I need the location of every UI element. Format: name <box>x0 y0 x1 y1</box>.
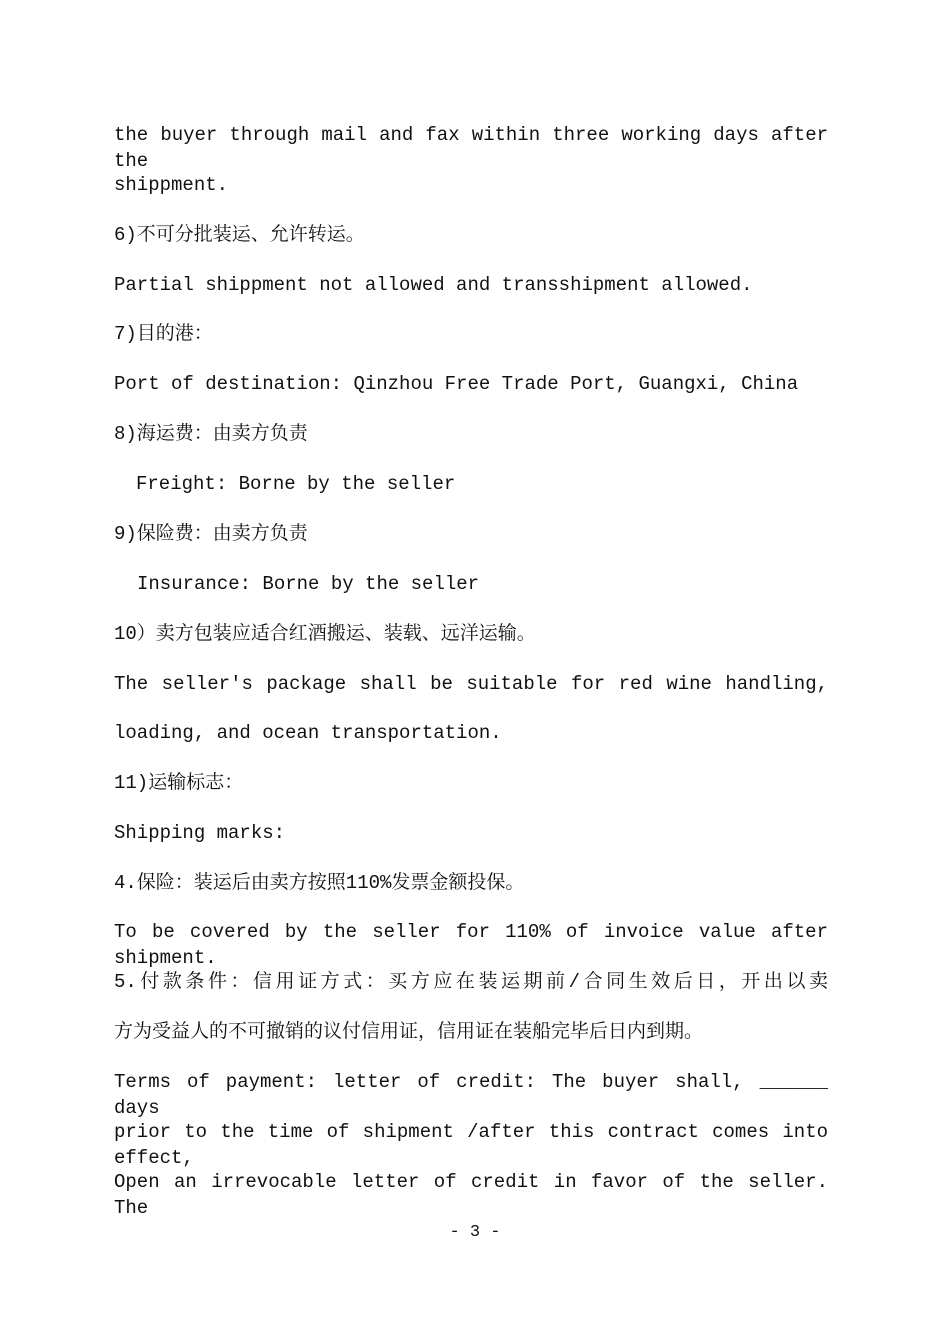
clause-7-heading: 7)目的港： <box>114 323 213 345</box>
text-line: loading, and ocean transportation. <box>114 722 502 744</box>
text-line: Open an irrevocable letter of credit in favor of the seller. The <box>114 1171 828 1219</box>
text-line: 方为受益人的不可撤销的议付信用证，信用证在装船完毕后日内到期。 <box>114 1021 704 1043</box>
text-line: Shipping marks: <box>114 822 286 844</box>
text-line: Partial shippment not allowed and transshipment allowed. <box>114 274 753 296</box>
clause-9-heading: 9)保险费：由卖方负责 <box>114 523 308 545</box>
text-line: prior to the time of shipment /after this contract comes into effect, <box>114 1121 828 1169</box>
clause-10-heading: 10）卖方包装应适合红酒搬运、装载、远洋运输。 <box>114 623 536 645</box>
text-line: the buyer through mail and fax within three working days after the <box>114 124 828 172</box>
text-line: To be covered by the seller for 110% of invoice value after shipment. <box>114 921 828 969</box>
clause-8-heading: 8)海运费：由卖方负责 <box>114 423 308 445</box>
text-line: The seller's package shall be suitable for red wine handling, <box>114 673 828 695</box>
text-line: Terms of payment: letter of credit: The buyer shall, ______ days <box>114 1071 828 1119</box>
section-4-heading: 4.保险：装运后由卖方按照110%发票金额投保。 <box>114 872 525 894</box>
section-5-heading: 5.付款条件：信用证方式：买方应在装运期前/合同生效后日，开出以卖 <box>114 971 828 993</box>
text-line: shippment. <box>114 174 229 196</box>
text-line: Port of destination: Qinzhou Free Trade Port, Guangxi, China <box>114 373 799 395</box>
clause-11-heading: 11)运输标志： <box>114 772 244 794</box>
text-line: Insurance: Borne by the seller <box>137 573 480 595</box>
page-number: - 3 - <box>449 1223 501 1242</box>
text-line: Freight: Borne by the seller <box>136 473 456 495</box>
clause-6-heading: 6)不可分批装运、允许转运。 <box>114 224 365 246</box>
